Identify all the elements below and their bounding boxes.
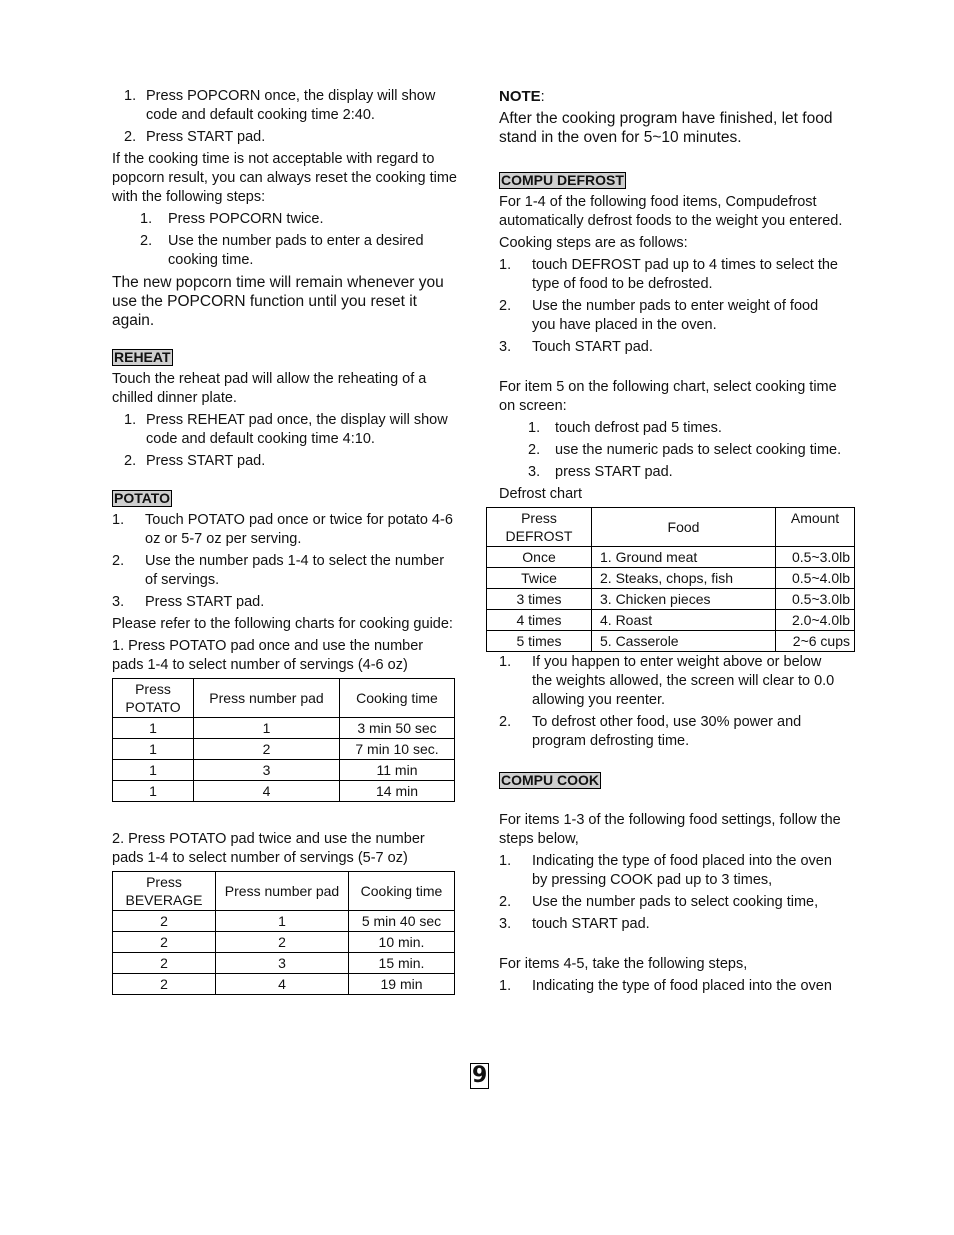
- list-text: If you happen to enter weight above or below the weights allowed, the screen will clear to 0.0 allowing you reenter.: [532, 654, 835, 708]
- table-cell: 10 min.: [349, 932, 455, 953]
- list-text: touch START pad.: [532, 916, 650, 932]
- table-header-row: [113, 872, 455, 911]
- list-number: 1.: [499, 853, 512, 869]
- left-column: [112, 87, 457, 995]
- defrost-chart-table: [486, 507, 855, 652]
- potato-heading: POTATO: [114, 490, 170, 506]
- list-item: [499, 463, 844, 482]
- defrost-steps-intro: Cooking steps are as follows:: [499, 235, 688, 251]
- table-row: [113, 739, 455, 760]
- table-cell: 0.5~3.0lb: [776, 589, 855, 610]
- list-text: Press START pad.: [146, 129, 266, 145]
- list-number: 2.: [499, 714, 512, 730]
- potato-table-twice: [112, 871, 455, 995]
- list-item: [112, 452, 457, 471]
- table-row: [487, 631, 855, 652]
- defrost-intro: For 1-4 of the following food items, Compudefrost automatically defrost foods to the weight you entered.: [499, 194, 843, 229]
- list-text: touch DEFROST pad up to 4 times to select the type of food to be defrosted.: [532, 257, 838, 292]
- list-item: [112, 128, 457, 147]
- list-text: Indicating the type of food placed into the oven by pressing COOK pad up to 3 times,: [532, 853, 832, 888]
- list-number: 2.: [140, 233, 153, 249]
- defrost-steps: [499, 256, 844, 357]
- list-number: 1.: [140, 211, 153, 227]
- potato-table2-intro: 2. Press POTATO pad twice and use the number pads 1-4 to select number of servings (5-7 oz): [112, 831, 425, 866]
- popcorn-steps: [112, 87, 457, 147]
- column-header: Cooking time: [340, 679, 455, 718]
- table-cell: 2~6 cups: [776, 631, 855, 652]
- note-text: After the cooking program have finished, let food stand in the oven for 5~10 minutes.: [499, 110, 833, 146]
- list-number: 3.: [499, 916, 512, 932]
- table-cell: 2: [113, 932, 216, 953]
- list-item: [499, 441, 844, 460]
- potato-table1-intro: 1. Press POTATO pad once and use the number pads 1-4 to select number of servings (4-6 oz): [112, 638, 424, 673]
- list-item: [112, 411, 457, 449]
- defrost-notes: [499, 653, 844, 751]
- list-number: 2.: [124, 129, 137, 145]
- list-text: Press POPCORN once, the display will show code and default cooking time 2:40.: [146, 88, 436, 123]
- list-text: Use the number pads to select cooking time,: [532, 894, 819, 910]
- table-header-row: [487, 508, 855, 547]
- list-number: 1.: [499, 978, 512, 994]
- list-number: 3.: [528, 464, 541, 480]
- table-row: [113, 974, 455, 995]
- popcorn-reset-steps: [112, 210, 457, 270]
- table-row: [113, 781, 455, 802]
- column-header: Cooking time: [349, 872, 455, 911]
- table-row: [113, 932, 455, 953]
- table-row: [487, 610, 855, 631]
- table-cell: 2.0~4.0lb: [776, 610, 855, 631]
- compu-defrost-heading: COMPU DEFROST: [501, 172, 624, 188]
- list-text: Use the number pads to enter a desired cooking time.: [168, 233, 424, 268]
- table-cell: 0.5~3.0lb: [776, 547, 855, 568]
- table-cell: 1: [216, 911, 349, 932]
- table-cell: 1: [113, 739, 194, 760]
- cook-items45-intro: For items 4-5, take the following steps,: [499, 956, 748, 972]
- table-cell: 2: [113, 911, 216, 932]
- list-text: To defrost other food, use 30% power and program defrosting time.: [532, 714, 802, 749]
- table-cell: 14 min: [340, 781, 455, 802]
- table-cell: 3 times: [487, 589, 592, 610]
- list-text: Press START pad.: [145, 594, 265, 610]
- table-cell: 4 times: [487, 610, 592, 631]
- list-number: 1.: [499, 257, 512, 273]
- list-item: [499, 653, 844, 710]
- list-text: Use the number pads 1-4 to select the number of servings.: [145, 553, 445, 588]
- table-cell: Once: [487, 547, 592, 568]
- list-item: [112, 210, 457, 229]
- table-cell: 3: [216, 953, 349, 974]
- list-number: 1.: [112, 512, 125, 528]
- table-row: [487, 547, 855, 568]
- list-item: [112, 511, 457, 549]
- table-cell: 2. Steaks, chops, fish: [592, 568, 776, 589]
- table-cell: 5 times: [487, 631, 592, 652]
- page-number: 9: [472, 1063, 488, 1088]
- column-header: Press POTATO: [113, 679, 194, 718]
- table-row: [113, 718, 455, 739]
- list-text: Touch POTATO pad once or twice for potato 4-6 oz or 5-7 oz per serving.: [145, 512, 453, 547]
- list-text: Touch START pad.: [532, 339, 653, 355]
- list-text: touch defrost pad 5 times.: [555, 420, 722, 436]
- table-cell: 2: [113, 974, 216, 995]
- list-number: 3.: [112, 594, 125, 610]
- list-number: 1.: [528, 420, 541, 436]
- popcorn-reset-intro: If the cooking time is not acceptable with regard to popcorn result, you can always reset the cooking time with the following steps:: [112, 151, 457, 205]
- list-item: [112, 232, 457, 270]
- list-number: 2.: [124, 453, 137, 469]
- list-number: 2.: [499, 298, 512, 314]
- table-cell: 1: [113, 781, 194, 802]
- list-number: 3.: [499, 339, 512, 355]
- table-row: [487, 589, 855, 610]
- list-item: [499, 338, 844, 357]
- list-item: [112, 552, 457, 590]
- list-item: [499, 713, 844, 751]
- potato-steps: [112, 511, 457, 612]
- potato-refer: Please refer to the following charts for cooking guide:: [112, 616, 453, 632]
- column-header: Press BEVERAGE: [113, 872, 216, 911]
- cook-items45-steps: [499, 977, 844, 996]
- table-cell: 3: [194, 760, 340, 781]
- defrost-chart-label: Defrost chart: [499, 486, 582, 502]
- table-row: [487, 568, 855, 589]
- list-item: [112, 593, 457, 612]
- table-row: [113, 760, 455, 781]
- table-cell: 3 min 50 sec: [340, 718, 455, 739]
- column-header: Amount: [776, 508, 855, 547]
- compu-cook-heading: COMPU COOK: [501, 772, 599, 788]
- table-cell: 1: [113, 718, 194, 739]
- list-number: 2.: [112, 553, 125, 569]
- defrost-item5-intro: For item 5 on the following chart, select cooking time on screen:: [499, 379, 837, 414]
- table-cell: 19 min: [349, 974, 455, 995]
- table-cell: Twice: [487, 568, 592, 589]
- column-header: Food: [592, 508, 776, 547]
- table-cell: 7 min 10 sec.: [340, 739, 455, 760]
- right-column: NOTE: After the cooking program have finished, let food stand in the oven for 5~10 minutes. COMPU DEFROST For 1-4 of the following food items, Compudefrost automatically defrost foods to the weight you entered. Cooking steps are as follows: 1. touch DEFROST pad up to 4 times to select the type of food to be defrosted. 2. Use the number pads to enter weight of food you have placed in the oven. 3. Touch START pad. For item 5 on the following chart, select cooking time on screen: 1. touch defrost pad 5 times. 2. use the numeric pads to select cooking time. 3. press START pad. Defrost chart Press DEFROST Food Amount Once 1. Ground meat 0.5~3.0lb Twice 2. Steaks, chops, fish 0.5~4.0lb 3 times 3. Chicken pieces 0.5~3.0lb 4 times 4. Roast 2.0~4.0lb 5 times 5. Casserole 2~6 cups 1. If you happen to enter weight above or below the weights allowed, the screen will clear to 0.0 allowing you reenter. 2. To defrost other food, use 30% power and program defrosting time. COMPU COOK For items 1-3 of the following food settings, follow the steps below, 1. Indicating the type of food placed into the oven by pressing COOK pad up to 3 times, 2. Use the number pads to select cooking time, 3. touch START pad. For items 4-5, take the following steps, 1. Indicating the type of food placed into the oven: [499, 87, 844, 999]
- table-cell: 4: [194, 781, 340, 802]
- list-item: [499, 915, 844, 934]
- list-text: use the numeric pads to select cooking time.: [555, 442, 842, 458]
- column-header: Press number pad: [194, 679, 340, 718]
- reheat-intro: Touch the reheat pad will allow the reheating of a chilled dinner plate.: [112, 371, 427, 406]
- list-item: [499, 256, 844, 294]
- list-number: 2.: [528, 442, 541, 458]
- list-text: press START pad.: [555, 464, 673, 480]
- table-cell: 2: [113, 953, 216, 974]
- list-number: 1.: [124, 88, 137, 104]
- table-cell: 5. Casserole: [592, 631, 776, 652]
- defrost-item5-steps: [499, 419, 844, 482]
- potato-table-once: [112, 678, 455, 802]
- list-item: [499, 977, 844, 996]
- list-text: Press START pad.: [146, 453, 266, 469]
- list-item: [499, 419, 844, 438]
- cook-steps: [499, 852, 844, 934]
- list-text: Use the number pads to enter weight of food you have placed in the oven.: [532, 298, 819, 333]
- reheat-steps: [112, 411, 457, 471]
- column-header: Press DEFROST: [487, 508, 592, 547]
- table-cell: 2: [194, 739, 340, 760]
- table-cell: 4. Roast: [592, 610, 776, 631]
- table-cell: 0.5~4.0lb: [776, 568, 855, 589]
- table-cell: 5 min 40 sec: [349, 911, 455, 932]
- list-number: 2.: [499, 894, 512, 910]
- list-item: [499, 893, 844, 912]
- list-text: Press POPCORN twice.: [168, 211, 324, 227]
- popcorn-note: The new popcorn time will remain whenever you use the POPCORN function until you reset it again.: [112, 274, 444, 329]
- list-item: [499, 852, 844, 890]
- list-item: [499, 297, 844, 335]
- list-number: 1.: [124, 412, 137, 428]
- cook-intro: For items 1-3 of the following food settings, follow the steps below,: [499, 812, 841, 847]
- table-cell: 3. Chicken pieces: [592, 589, 776, 610]
- table-header-row: [113, 679, 455, 718]
- table-cell: 4: [216, 974, 349, 995]
- table-cell: 1: [113, 760, 194, 781]
- list-text: Indicating the type of food placed into the oven: [532, 978, 832, 994]
- reheat-heading: REHEAT: [114, 349, 171, 365]
- table-row: [113, 953, 455, 974]
- table-cell: 11 min: [340, 760, 455, 781]
- list-item: [112, 87, 457, 125]
- list-text: Press REHEAT pad once, the display will show code and default cooking time 4:10.: [146, 412, 448, 447]
- table-cell: 2: [216, 932, 349, 953]
- column-header: Press number pad: [216, 872, 349, 911]
- table-cell: 15 min.: [349, 953, 455, 974]
- table-cell: 1: [194, 718, 340, 739]
- table-cell: 1. Ground meat: [592, 547, 776, 568]
- list-number: 1.: [499, 654, 512, 670]
- note-label: NOTE: [499, 88, 541, 105]
- table-row: [113, 911, 455, 932]
